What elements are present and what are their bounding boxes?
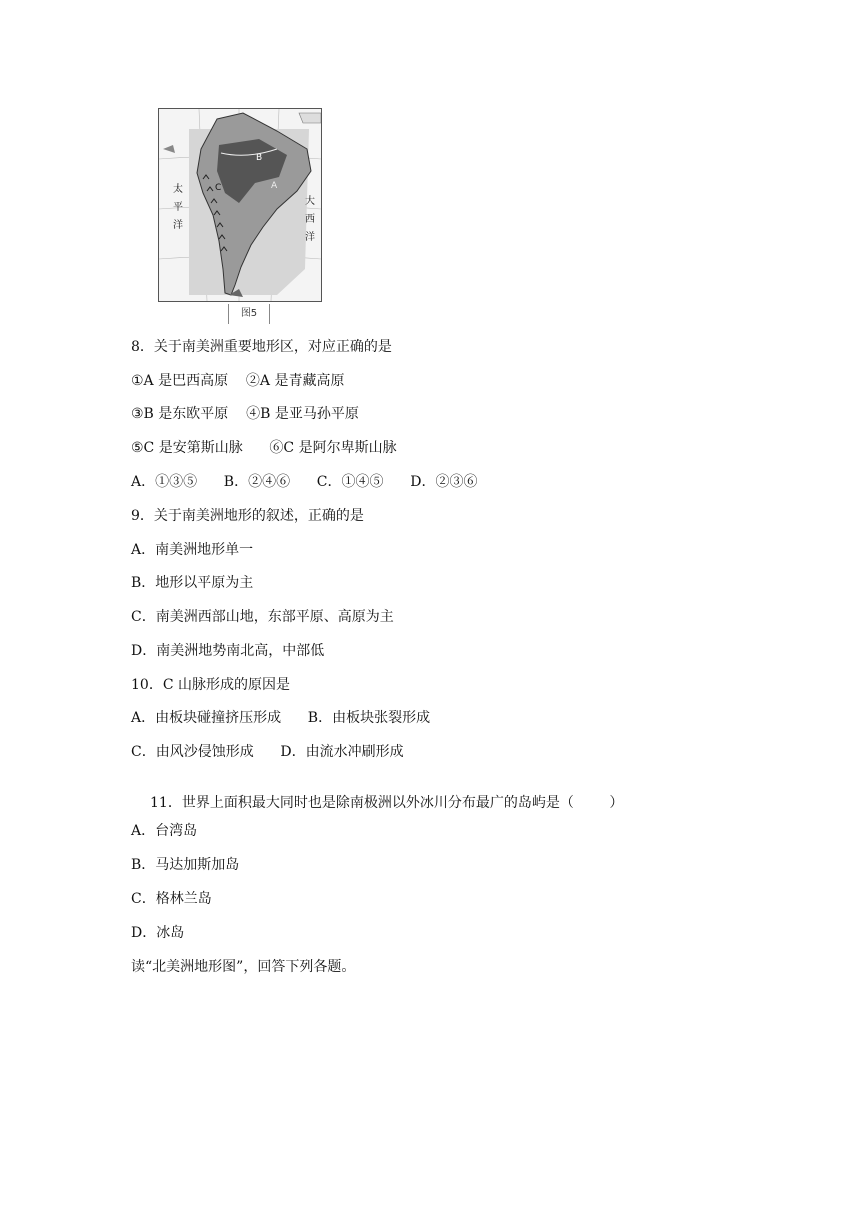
ocean-label-left xyxy=(173,181,183,235)
q11-option-a: A．台湾岛 xyxy=(131,823,198,839)
q10-options-a-b: A．由板块碰撞挤压形成 B．由板块张裂形成 xyxy=(131,710,431,726)
q9-option-c: C．南美洲西部山地，东部平原、高原为主 xyxy=(131,609,394,625)
ocean-left-char-1: 太 xyxy=(173,184,183,195)
q8-statement-1-2: ①A 是巴西高原 ②A 是青藏高原 xyxy=(131,373,345,389)
north-america-map-intro: 读“北美洲地形图”，回答下列各题。 xyxy=(131,959,356,975)
ocean-right-char-1: 大 xyxy=(305,196,315,207)
q8-statement-3-4: ③B 是东欧平原 ④B 是亚马孙平原 xyxy=(131,406,359,422)
ocean-label-right xyxy=(305,193,315,247)
q9-option-b: B．地形以平原为主 xyxy=(131,575,254,591)
south-america-map-image xyxy=(159,109,321,301)
q10-options-c-d: C．由风沙侵蚀形成 D．由流水冲刷形成 xyxy=(131,744,404,760)
q11-option-d: D．冰岛 xyxy=(131,925,185,941)
ocean-left-char-2: 平 xyxy=(173,202,183,213)
figure-caption: 图5 xyxy=(228,304,270,324)
map-label-a: A xyxy=(271,181,278,191)
q8-statement-5-6: ⑤C 是安第斯山脉 ⑥C 是阿尔卑斯山脉 xyxy=(131,440,397,456)
q11-stem: 11．世界上面积最大同时也是除南极洲以外冰川分布最广的岛屿是（ ） xyxy=(150,795,624,811)
map-label-b: B xyxy=(256,153,263,163)
q11-option-c: C．格林兰岛 xyxy=(131,891,212,907)
q9-option-a: A．南美洲地形单一 xyxy=(131,542,254,558)
q8-options: A．①③⑤ B．②④⑥ C．①④⑤ D．②③⑥ xyxy=(131,474,478,490)
q9-option-d: D．南美洲地势南北高，中部低 xyxy=(131,643,325,659)
q10-stem: 10．C 山脉形成的原因是 xyxy=(131,677,290,693)
q8-stem: 8．关于南美洲重要地形区，对应正确的是 xyxy=(131,339,392,355)
ocean-left-char-3: 洋 xyxy=(173,220,183,231)
map-label-c: C xyxy=(215,183,222,193)
q11-option-b: B．马达加斯加岛 xyxy=(131,857,240,873)
south-america-map-figure xyxy=(158,108,322,326)
ocean-right-char-3: 洋 xyxy=(305,232,315,243)
q9-stem: 9．关于南美洲地形的叙述，正确的是 xyxy=(131,508,364,524)
map-frame xyxy=(158,108,322,302)
ocean-right-char-2: 西 xyxy=(305,214,315,225)
